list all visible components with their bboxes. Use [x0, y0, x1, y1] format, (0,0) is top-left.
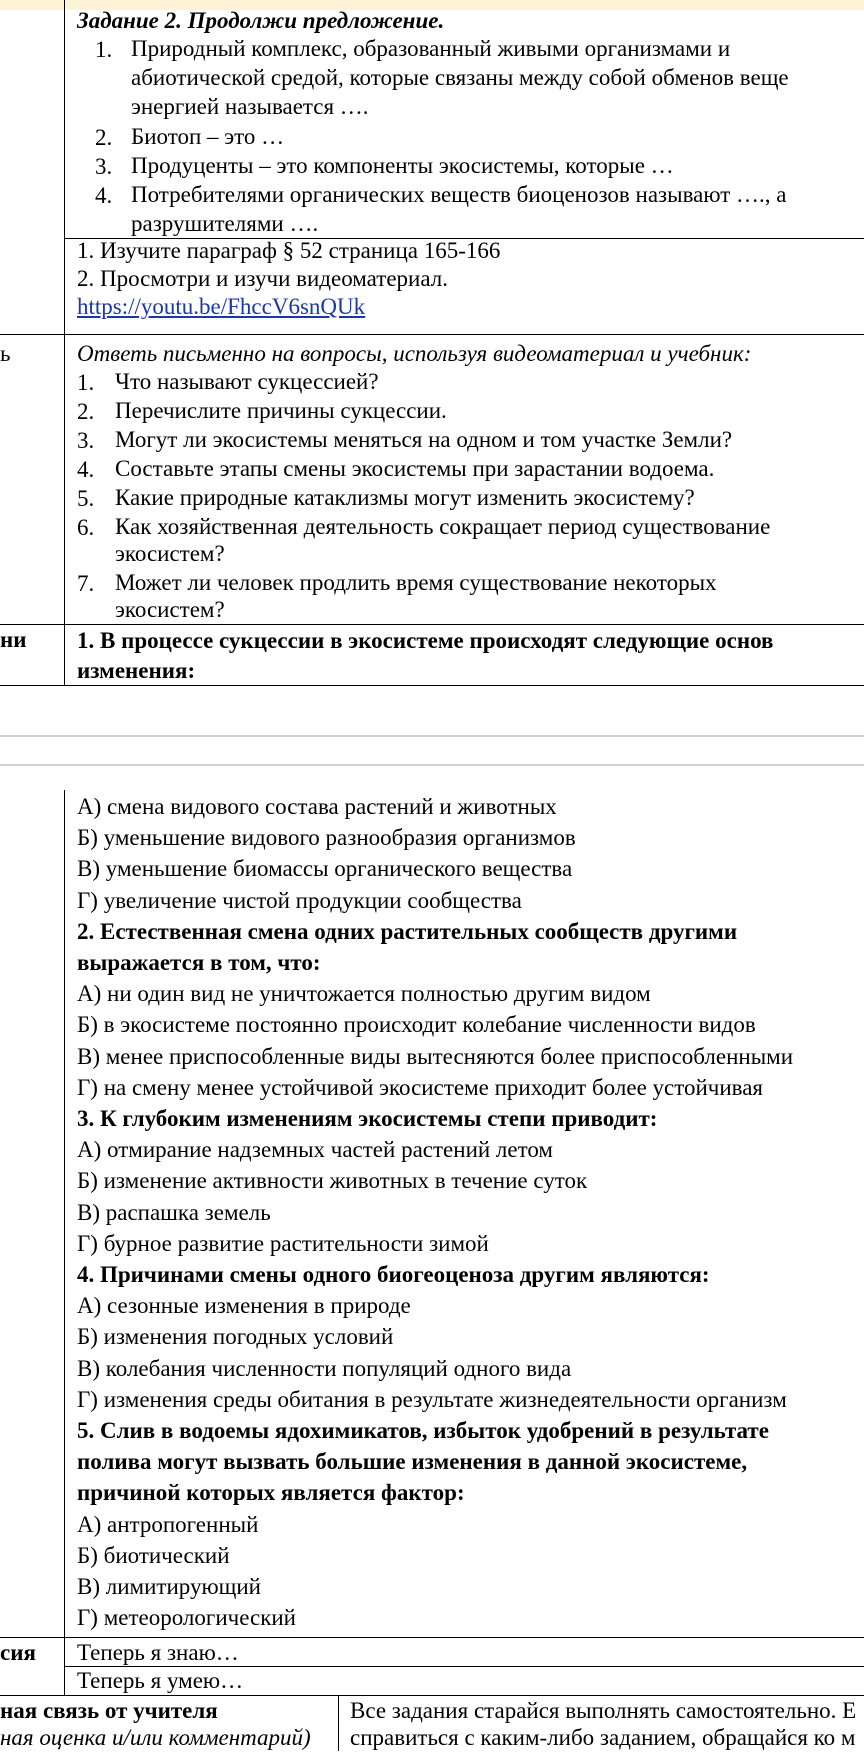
- test-answer-option: Г) бурное развитие растительности зимой: [77, 1230, 489, 1256]
- reflection-know: Теперь я знаю…: [77, 1640, 239, 1665]
- test-question-line: 4. Причинами смены одного биогеоценоза другим являются:: [77, 1262, 710, 1287]
- test-answer-option: В) распашка земель: [77, 1199, 271, 1225]
- left-column-fragment: ь: [0, 341, 11, 366]
- test-question-line: 5. Слив в водоемы ядохимикатов, избыток удобрений в результате: [77, 1418, 769, 1443]
- study-step-1: 1. Изучите параграф § 52 страница 165-166: [77, 238, 501, 263]
- test-answer-option: Б) в экосистеме постоянно происходит колебание численности видов: [77, 1012, 756, 1038]
- task2-item-line: абиотической средой, которые связаны между собой обменов веще: [131, 65, 789, 90]
- task2-item-number: 4.: [95, 183, 113, 208]
- test-answer-option: А) ни один вид не уничтожается полностью другим видом: [77, 981, 651, 1007]
- row-divider: [0, 334, 864, 335]
- task2-item-line: Потребителями органических веществ биоценозов называют …., а: [131, 182, 787, 207]
- task2-item-line: Природный комплекс, образованный живыми организмами и: [131, 36, 731, 61]
- feedback-left-title: ная связь от учителя: [0, 1698, 218, 1723]
- test-answer-option: Б) биотический: [77, 1542, 230, 1568]
- task2-title: Задание 2. Продолжи предложение.: [77, 8, 445, 33]
- question-number: 3.: [77, 428, 95, 453]
- table-column-divider: [64, 790, 65, 1695]
- question-line: экосистем?: [115, 541, 225, 566]
- question-line: Что называют сукцессией?: [115, 369, 379, 394]
- row-divider: [0, 685, 864, 686]
- feedback-column-divider: [338, 1695, 339, 1751]
- test-answer-option: А) антропогенный: [77, 1511, 259, 1537]
- test-answer-option: Г) изменения среды обитания в результате жизнедеятельности организм: [77, 1386, 787, 1412]
- feedback-left-subtitle: ная оценка и/или комментарий): [0, 1725, 311, 1750]
- test-answer-option: Б) уменьшение видового разнообразия организмов: [77, 825, 576, 851]
- question-number: 4.: [77, 457, 95, 482]
- test-answer-option: Б) изменение активности животных в течение суток: [77, 1168, 588, 1194]
- video-link[interactable]: [77, 292, 365, 321]
- test-answer-option: А) отмирание надземных частей растений летом: [77, 1137, 553, 1163]
- task2-item-number: 1.: [95, 37, 113, 62]
- feedback-right-line: Все задания старайся выполнять самостоятельно. Е: [350, 1698, 857, 1723]
- question-number: 5.: [77, 486, 95, 511]
- task2-item-line: разрушителями ….: [131, 211, 319, 236]
- answer-instruction: Ответь письменно на вопросы, используя видеоматериал и учебник:: [77, 341, 752, 366]
- video-link-anchor[interactable]: https://youtu.be/FhccV6snQUk: [77, 294, 366, 319]
- test-question-line: причиной которых является фактор:: [77, 1480, 465, 1506]
- question-line: экосистем?: [115, 597, 225, 622]
- test-question-line: полива могут вызвать большие изменения в данной экосистеме,: [77, 1449, 748, 1475]
- page-separator: [0, 735, 864, 737]
- test-question-line: 2. Естественная смена одних растительных сообществ другими: [77, 918, 738, 944]
- test-answer-option: Г) на смену менее устойчивой экосистеме приходит более устойчивая: [77, 1074, 764, 1100]
- task2-item-line: Биотоп – это …: [131, 124, 285, 149]
- test-answer-option: А) смена видового состава растений и животных: [77, 794, 557, 819]
- page-separator: [0, 764, 864, 766]
- question-line: Какие природные катаклизмы могут изменить экосистему?: [115, 485, 695, 510]
- test-answer-option: А) сезонные изменения в природе: [77, 1293, 411, 1319]
- task2-item-number: 3.: [95, 154, 113, 179]
- test-answer-option: В) лимитирующий: [77, 1574, 261, 1599]
- task2-item-line: Продуценты – это компоненты экосистемы, которые …: [131, 153, 674, 178]
- question-line: Могут ли экосистемы меняться на одном и том участке Земли?: [115, 427, 733, 452]
- test-answer-option: Б) изменения погодных условий: [77, 1324, 394, 1350]
- study-step-2: 2. Просмотри и изучи видеоматериал.: [77, 266, 448, 291]
- test-question-1-line: 1. В процессе сукцессии в экосистеме происходят следующие основ: [77, 628, 774, 653]
- reflection-can: Теперь я умею…: [77, 1668, 244, 1693]
- feedback-right-line: справиться с каким-либо заданием, обращайся ко м: [350, 1725, 856, 1750]
- left-column-fragment: ни: [0, 627, 27, 652]
- question-number: 1.: [77, 370, 95, 395]
- test-answer-option: Г) метеорологический: [77, 1605, 296, 1631]
- question-line: Составьте этапы смены экосистемы при зарастании водоема.: [115, 456, 715, 481]
- question-number: 6.: [77, 515, 95, 540]
- test-question-line: выражается в том, что:: [77, 950, 321, 975]
- question-line: Может ли человек продлить время существование некоторых: [115, 570, 717, 595]
- task2-item-line: энергией называется ….: [131, 94, 369, 119]
- question-number: 7.: [77, 571, 95, 596]
- reflection-left-fragment: сия: [0, 1640, 36, 1665]
- test-answer-option: В) колебания численности популяций одного вида: [77, 1355, 572, 1381]
- test-question-line: 3. К глубоким изменениям экосистемы степи приводит:: [77, 1106, 658, 1131]
- test-answer-option: В) уменьшение биомассы органического вещества: [77, 856, 573, 882]
- question-number: 2.: [77, 399, 95, 424]
- test-answer-option: Г) увеличение чистой продукции сообщества: [77, 887, 522, 913]
- table-column-divider: [64, 0, 65, 685]
- question-line: Как хозяйственная деятельность сокращает период существование: [115, 514, 771, 539]
- task2-item-number: 2.: [95, 125, 113, 150]
- test-question-1-line: изменения:: [77, 658, 196, 683]
- test-answer-option: В) менее приспособленные виды вытесняются более приспособленными: [77, 1043, 794, 1069]
- row-divider: [0, 624, 864, 625]
- question-line: Перечислите причины сукцессии.: [115, 398, 447, 423]
